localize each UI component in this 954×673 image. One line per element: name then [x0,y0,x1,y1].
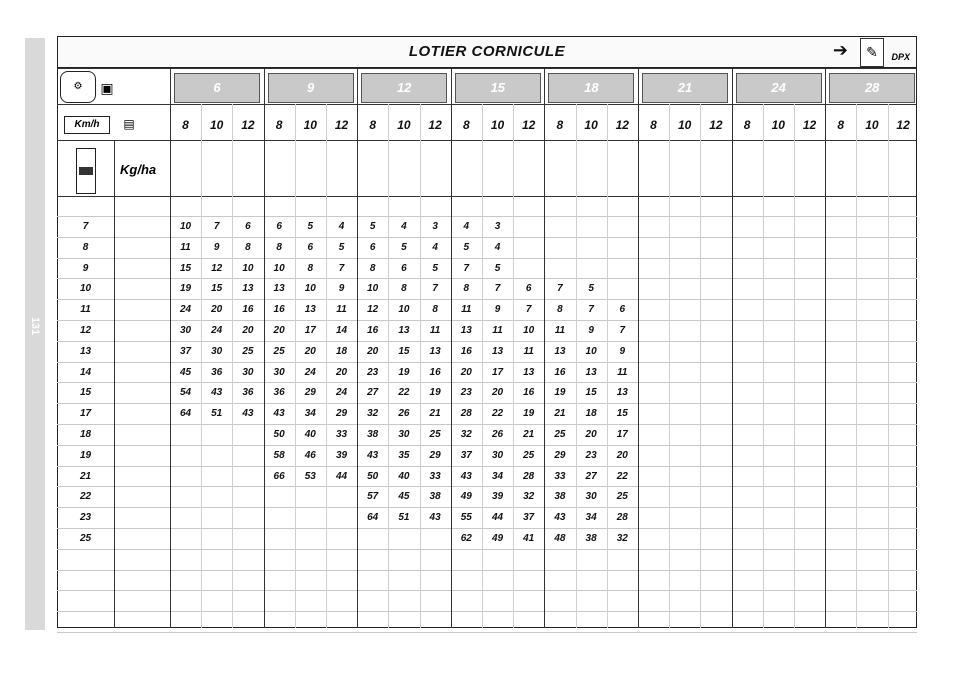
speed-header: 10 [771,118,785,132]
table-cell: 33 [429,470,441,482]
table-cell: 21 [554,408,566,420]
table-cell: 15 [585,387,597,399]
table-cell: 18 [335,345,348,357]
table-cell: 43 [211,387,223,399]
row-label: 19 [79,449,92,461]
table-cell: 13 [304,304,316,316]
table-cell: 16 [273,304,285,316]
grid-line [57,68,917,69]
table-cell: 7 [432,283,438,295]
table-cell: 5 [401,241,407,253]
page-number: 131 [29,316,41,336]
table-cell: 10 [179,221,192,232]
table-cell: 12 [367,304,379,316]
table-cell: 29 [335,408,348,420]
table-cell: 43 [554,512,566,524]
row-label: 10 [79,283,92,295]
speed-header: 10 [678,118,692,132]
table-cell: 12 [211,262,223,274]
table-cell: 41 [523,533,535,544]
table-cell: 39 [491,491,504,503]
calibration-slider-icon [76,148,96,194]
title-bar [57,36,917,68]
table-cell: 13 [585,366,597,378]
setting-box: 15 [455,73,541,103]
table-cell: 7 [588,304,594,316]
setting-box: 6 [174,73,260,103]
table-cell: 38 [554,491,566,503]
table-cell: 30 [273,366,285,378]
table-cell: 54 [179,387,192,399]
table-cell: 20 [585,429,597,440]
table-cell: 25 [242,345,254,357]
table-cell: 58 [273,449,285,461]
table-cell: 13 [242,283,254,295]
row-label: 17 [79,408,92,420]
table-cell: 43 [242,408,254,420]
table-cell: 19 [429,387,441,399]
table-cell: 13 [460,325,472,336]
table-cell: 55 [460,512,472,524]
table-cell: 6 [245,221,251,232]
grid-line [57,196,917,197]
table-cell: 36 [242,387,254,399]
table-cell: 57 [367,491,379,503]
speed-header: 8 [182,118,189,132]
table-cell: 3 [494,221,501,232]
table-cell: 20 [242,325,254,336]
table-cell: 10 [367,283,379,295]
table-cell: 46 [304,449,316,461]
table-cell: 8 [463,283,470,295]
grid-line [763,104,764,628]
table-cell: 53 [304,470,316,482]
table-cell: 19 [179,283,192,295]
row-label: 9 [82,262,89,274]
table-cell: 17 [616,429,628,440]
table-cell: 45 [398,491,410,503]
table-cell: 20 [616,449,628,461]
table-cell: 38 [367,429,379,440]
table-cell: 4 [494,241,501,253]
table-cell: 34 [491,470,504,482]
speed-header: 8 [369,118,377,132]
table-cell: 6 [276,221,282,232]
grid-line [669,104,670,628]
table-cell: 10 [304,283,316,295]
row-label: 18 [79,429,92,440]
table-cell: 49 [460,491,472,503]
table-cell: 27 [367,387,379,399]
table-cell: 38 [429,491,441,503]
table-cell: 21 [429,408,441,420]
table-cell: 43 [367,449,379,461]
table-cell: 20 [304,345,316,357]
grid-line [638,68,639,628]
table-cell: 39 [335,449,348,461]
row-label: 12 [79,325,92,336]
table-cell: 19 [554,387,566,399]
table-cell: 5 [369,221,376,232]
table-cell: 29 [429,449,441,461]
table-cell: 25 [554,429,566,440]
grid-line [794,104,795,628]
table-cell: 8 [369,262,376,274]
table-cell: 16 [554,366,566,378]
table-cell: 5 [588,283,594,295]
table-cell: 4 [463,221,470,232]
table-cell: 16 [460,345,472,357]
table-cell: 6 [307,241,314,253]
table-cell: 11 [180,241,191,253]
table-cell: 29 [304,387,316,399]
speed-header: 10 [397,118,411,132]
setting-box: 24 [736,73,822,103]
row-label: 13 [79,345,92,357]
table-cell: 43 [429,512,441,524]
grid-line [732,68,733,628]
grid-line [57,104,917,105]
table-cell: 49 [491,533,504,544]
table-cell: 33 [335,429,348,440]
table-cell: 28 [616,512,628,524]
lever-icon: ✎ [860,38,884,67]
table-cell: 4 [432,241,438,253]
speed-header: 12 [334,118,349,132]
table-cell: 44 [335,470,348,482]
row-label: 22 [79,491,92,503]
table-cell: 8 [276,241,282,253]
model-label: DPX [891,52,910,62]
table-cell: 24 [335,387,348,399]
table-cell: 7 [619,325,626,336]
seed-box-icon: ▣ [100,80,114,96]
table-cell: 22 [491,408,504,420]
table-cell: 50 [273,429,285,440]
table-cell: 34 [585,512,597,524]
table-cell: 10 [398,304,410,316]
table-cell: 11 [461,304,472,316]
table-cell: 29 [554,449,566,461]
table-cell: 64 [179,408,192,420]
row-label: 14 [79,366,92,378]
table-cell: 62 [460,533,472,544]
table-cell: 51 [398,512,410,524]
table-cell: 9 [494,304,501,316]
table-cell: 40 [304,429,316,440]
page-title: LOTIER CORNICULE [408,43,566,60]
table-cell: 30 [242,366,254,378]
table-cell: 7 [463,262,470,274]
table-cell: 11 [336,304,347,316]
table-cell: 10 [273,262,285,274]
table-cell: 5 [494,262,501,274]
table-cell: 7 [557,283,563,295]
table-cell: 9 [213,241,220,253]
table-cell: 20 [273,325,285,336]
table-cell: 66 [273,470,285,482]
table-cell: 10 [523,325,535,336]
table-cell: 35 [398,449,410,461]
table-cell: 30 [491,449,504,461]
table-cell: 25 [616,491,628,503]
seeder-icon: ▤ [123,117,135,131]
table-cell: 8 [557,304,563,316]
table-cell: 15 [616,408,628,420]
table-cell: 4 [338,221,345,232]
table-cell: 37 [460,449,472,461]
speed-header: 12 [522,118,536,132]
table-cell: 25 [523,449,535,461]
table-cell: 11 [492,325,503,336]
table-cell: 13 [398,325,410,336]
table-cell: 22 [398,387,410,399]
table-cell: 5 [307,221,314,232]
row-label: 8 [82,241,89,253]
table-cell: 30 [398,429,410,440]
table-cell: 28 [460,408,472,420]
table-cell: 14 [335,325,348,336]
speed-header: 8 [743,118,751,132]
speed-header: 10 [865,118,879,132]
table-cell: 23 [585,449,597,461]
table-cell: 15 [398,345,410,357]
speed-header: 8 [650,118,657,132]
row-label: 11 [80,304,91,316]
table-cell: 16 [523,387,535,399]
table-cell: 5 [338,241,345,253]
table-cell: 32 [367,408,379,420]
table-cell: 22 [616,470,628,482]
table-cell: 44 [491,512,504,524]
table-cell: 24 [211,325,223,336]
table-cell: 37 [179,345,192,357]
table-cell: 27 [585,470,597,482]
table-cell: 11 [554,325,566,336]
grid-line [856,104,857,628]
row-label: 23 [79,512,92,524]
speed-unit-label: Km/h [64,116,110,134]
table-cell: 5 [432,262,438,274]
row-label: 7 [82,221,89,232]
table-cell: 23 [367,366,379,378]
table-cell: 6 [619,304,626,316]
table-cell: 19 [398,366,410,378]
speed-header: 12 [896,118,910,132]
table-cell: 30 [179,325,192,336]
table-cell: 7 [525,304,532,316]
speed-header: 10 [303,118,317,132]
table-cell: 13 [554,345,566,357]
table-cell: 26 [491,429,504,440]
speed-header: 10 [490,118,505,132]
table-cell: 6 [369,241,376,253]
table-cell: 15 [179,262,192,274]
table-cell: 24 [304,366,316,378]
table-cell: 17 [491,366,504,378]
table-cell: 20 [367,345,379,357]
speed-header: 12 [709,118,723,132]
table-cell: 16 [367,325,379,336]
table-cell: 36 [211,366,223,378]
table-cell: 20 [211,304,223,316]
table-cell: 19 [523,408,535,420]
arrow-right-icon: ➔ [832,40,848,60]
table-cell: 20 [460,366,472,378]
table-cell: 8 [307,262,314,274]
table-cell: 51 [211,408,223,420]
speed-header: 12 [615,118,629,132]
table-cell: 7 [338,262,345,274]
table-cell: 28 [523,470,535,482]
table-cell: 37 [523,512,535,524]
table-cell: 34 [304,408,316,420]
table-cell: 3 [432,221,438,232]
table-cell: 30 [585,491,597,503]
row-label: 25 [79,533,92,544]
table-cell: 50 [367,470,379,482]
table-cell: 26 [398,408,410,420]
grid-line [57,632,917,633]
table-cell: 8 [401,283,407,295]
grid-line [57,570,917,571]
table-cell: 17 [304,325,316,336]
table-cell: 32 [460,429,472,440]
speed-header: 8 [556,118,564,132]
speed-header: 8 [275,118,283,132]
grid-line [57,140,917,141]
table-cell: 6 [525,283,532,295]
table-cell: 36 [273,387,285,399]
table-cell: 43 [460,470,472,482]
setting-box: 21 [642,73,728,103]
speed-header: 12 [428,118,442,132]
table-cell: 11 [523,345,534,357]
table-cell: 7 [494,283,501,295]
table-cell: 38 [585,533,597,544]
table-cell: 20 [491,387,504,399]
row-label: 21 [79,470,92,482]
table-cell: 13 [429,345,441,357]
speed-header: 12 [802,118,817,132]
table-cell: 24 [179,304,192,316]
grid-line [57,611,917,612]
table-cell: 16 [429,366,441,378]
setting-box: 28 [829,73,915,103]
table-cell: 48 [554,533,566,544]
table-cell: 11 [429,325,441,336]
table-cell: 5 [463,241,470,253]
speed-header: 8 [837,118,845,132]
table-cell: 23 [460,387,472,399]
rate-unit-label: Kg/ha [120,162,157,177]
table-cell: 13 [523,366,535,378]
grid-line [825,68,826,628]
setting-box: 9 [268,73,354,103]
table-cell: 8 [432,304,438,316]
seed-wheel-icon: ⚙ [60,71,96,103]
table-cell: 11 [617,366,628,378]
table-cell: 4 [401,221,407,232]
table-cell: 10 [585,345,597,357]
table-cell: 6 [401,262,407,274]
table-cell: 33 [554,470,566,482]
table-cell: 7 [213,221,220,232]
table-cell: 16 [242,304,254,316]
grid-line [57,590,917,591]
table-cell: 10 [242,262,254,274]
speed-header: 12 [241,118,255,132]
speed-header: 10 [210,118,224,132]
speed-header: 8 [462,118,470,132]
grid-line [114,140,115,628]
grid-line [888,104,889,628]
table-cell: 15 [211,283,223,295]
table-cell: 18 [585,408,597,420]
table-cell: 13 [273,283,285,295]
table-cell: 20 [335,366,348,378]
table-cell: 64 [367,512,379,524]
table-cell: 9 [338,283,345,295]
table-cell: 45 [179,366,192,378]
table-cell: 25 [273,345,285,357]
grid-line [700,104,701,628]
setting-box: 18 [548,73,634,103]
table-cell: 25 [429,429,441,440]
table-cell: 13 [616,387,628,399]
table-cell: 9 [588,325,594,336]
table-cell: 40 [398,470,410,482]
table-cell: 21 [523,429,535,440]
speed-header: 10 [584,118,598,132]
table-cell: 9 [619,345,626,357]
table-cell: 8 [245,241,251,253]
row-label: 15 [79,387,92,399]
table-cell: 13 [491,345,504,357]
table-cell: 32 [523,491,535,503]
table-cell: 32 [616,533,628,544]
table-cell: 43 [273,408,285,420]
setting-box: 12 [361,73,447,103]
table-cell: 30 [211,345,223,357]
